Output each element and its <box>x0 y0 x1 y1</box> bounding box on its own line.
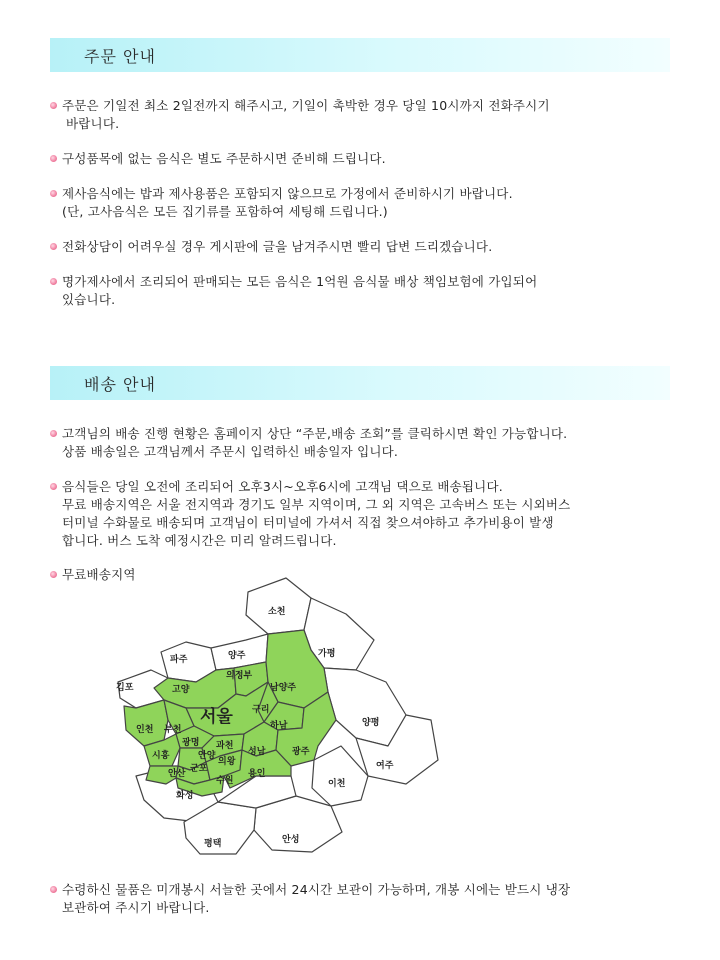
bullet-icon <box>50 278 57 285</box>
list-item <box>50 97 680 133</box>
map-region-socheon <box>246 578 311 634</box>
list-item <box>50 478 680 550</box>
bullet-icon <box>50 190 57 197</box>
map-label-yongin: 용인 <box>248 769 266 779</box>
bullet-text: (단, 고사음식은 모든 집기류를 포함하여 세팅해 드립니다.) <box>62 204 388 219</box>
bullet-text: 주문은 기일전 최소 2일전까지 해주시고, 기일이 촉박한 경우 당일 10시까지 전화주시기 <box>62 98 550 113</box>
bullet-text: 명가제사에서 조리되어 판매되는 모든 음식은 1억원 음식물 배상 책임보험에 가입되어 <box>62 274 538 289</box>
bullet-text: 수령하신 물품은 미개봉시 서늘한 곳에서 24시간 보관이 가능하며, 개봉 시에는 받드시 냉장 <box>62 882 571 897</box>
bullet-icon <box>50 571 57 578</box>
free-delivery-map <box>106 570 446 860</box>
map-label-seongnam: 성남 <box>248 747 266 757</box>
map-label-icheon: 이천 <box>328 779 346 789</box>
map-label-guri: 구리 <box>252 705 270 715</box>
map-label-gwacheon: 과천 <box>216 741 234 751</box>
bullet-text: 음식들은 당일 오전에 조리되어 오후3시~오후6시에 고객님 댁으로 배송됩니다. <box>62 479 503 494</box>
map-label-incheon: 인천 <box>136 725 154 735</box>
list-item <box>50 185 680 221</box>
map-region-icheon <box>312 746 368 806</box>
map-label-hanam: 하남 <box>270 721 288 731</box>
map-region-yangpyeong <box>324 668 406 746</box>
bullet-text: 터미널 수화물로 배송되며 고객님이 터미널에 가셔서 직접 찾으셔야하고 추가비용이 발생 <box>62 515 554 530</box>
map-label-yeoju: 여주 <box>376 761 394 771</box>
bullet-icon <box>50 430 57 437</box>
list-item <box>50 150 680 168</box>
bullet-icon <box>50 155 57 162</box>
list-item <box>50 881 680 917</box>
bullet-icon <box>50 886 57 893</box>
map-region-incheon <box>124 700 168 746</box>
list-item <box>50 425 680 461</box>
bullet-text: 제사음식에는 밥과 제사용품은 포함되지 않으므로 가정에서 준비하시기 바랍니다. <box>62 186 513 201</box>
order-info-header <box>50 38 670 72</box>
map-label-gunpo: 군포 <box>190 764 208 774</box>
map-label-anseong: 안성 <box>282 835 300 845</box>
bullet-text: 보관하여 주시기 바랍니다. <box>62 900 210 915</box>
map-label-siheung: 시흥 <box>152 751 170 761</box>
order-info-title: 주문 안내 <box>84 46 156 66</box>
bullet-text: 무료배송지역 <box>62 567 136 582</box>
bullet-text: 무료 배송지역은 서울 전지역과 경기도 일부 지역이며, 그 외 지역은 고속버스 또는 시외버스 <box>62 497 571 512</box>
bullet-icon <box>50 483 57 490</box>
map-label-gimpo: 김포 <box>116 683 134 693</box>
bullet-text: 구성품목에 없는 음식은 별도 주문하시면 준비해 드립니다. <box>62 151 386 166</box>
map-label-pyeongtaek: 평택 <box>204 839 222 849</box>
map-label-seoul: 서울 <box>200 707 233 727</box>
bullet-text: 상품 배송일은 고객님께서 주문시 입력하신 배송일자 입니다. <box>62 444 399 459</box>
delivery-info-title: 배송 안내 <box>84 374 156 394</box>
map-label-suwon: 수원 <box>216 776 234 786</box>
bullet-text: 있습니다. <box>62 292 116 307</box>
map-label-goyang: 고양 <box>172 685 190 695</box>
map-label-gwangju: 광주 <box>292 747 310 757</box>
map-label-yangju: 양주 <box>228 651 246 661</box>
bullet-icon <box>50 243 57 250</box>
bullet-text: 바랍니다. <box>66 116 120 131</box>
map-label-namyangju: 남양주 <box>270 683 297 693</box>
delivery-info-header <box>50 366 670 400</box>
map-label-uijeongbu: 의정부 <box>226 671 253 681</box>
map-label-yangpyeong: 양평 <box>362 718 380 728</box>
map-label-uiwang: 의왕 <box>218 757 236 767</box>
map-label-anyang: 안양 <box>198 751 216 761</box>
list-item <box>50 273 680 309</box>
map-label-paju: 파주 <box>170 655 188 665</box>
map-label-hwaseong: 화성 <box>176 791 194 801</box>
bullet-icon <box>50 102 57 109</box>
map-label-gwangmyeong: 광명 <box>182 738 200 748</box>
bullet-text: 전화상담이 어려우실 경우 게시판에 글을 남겨주시면 빨리 답변 드리겠습니다. <box>62 239 493 254</box>
map-label-gapyeong: 가평 <box>318 649 336 659</box>
list-item <box>50 238 680 256</box>
bullet-text: 고객님의 배송 진행 현황은 홈페이지 상단 “주문,배송 조회”를 클릭하시면 확인 가능합니다. <box>62 426 568 441</box>
map-label-ansan: 안산 <box>168 769 186 779</box>
bullet-text: 합니다. 버스 도착 예정시간은 미리 알려드립니다. <box>62 533 337 548</box>
map-label-socheon: 소천 <box>268 607 286 617</box>
map-label-bucheon: 부천 <box>164 725 182 735</box>
